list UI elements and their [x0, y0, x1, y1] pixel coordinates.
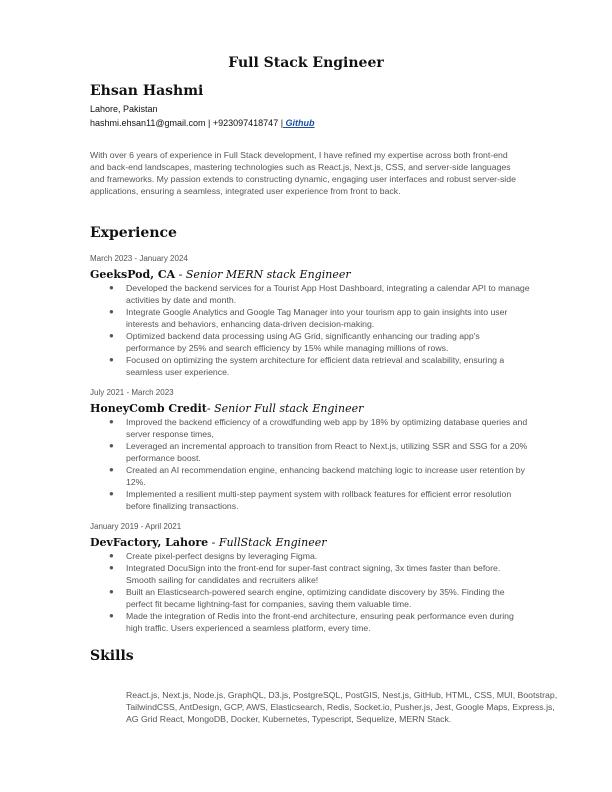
list-item — [109, 488, 530, 512]
github-link[interactable]: Github — [283, 118, 315, 128]
phone: +923097418747 — [212, 118, 279, 128]
job-bullets — [90, 416, 530, 512]
job-role: FullStack Engineer — [218, 536, 327, 549]
email[interactable]: hashmi.ehsan11@gmail.com — [90, 118, 206, 128]
list-item — [109, 416, 530, 440]
job-bullets — [90, 550, 530, 634]
role-separator: - — [206, 402, 215, 415]
bullet-icon: ● — [109, 283, 114, 292]
company-name: DevFactory, Lahore — [90, 536, 209, 549]
summary: With over 6 years of experience in Full Stack development, I have refined my expertise across both front-end and back-end landscapes, mastering technologies such as React.js, Next.js, CSS, and server-side languages and frameworks. My passion extends to constructing dynamic, engaging user interfaces and robust server-side applications, ensuring a seamless, integrated user experience from front to back. — [90, 150, 516, 196]
job-dates: March 2023 - January 2024 — [90, 254, 188, 263]
bullet-icon: ● — [109, 563, 114, 572]
contact-separator: | — [278, 118, 284, 128]
list-item — [109, 330, 530, 354]
job-role: Senior MERN stack Engineer — [185, 268, 351, 281]
location: Lahore, Pakistan — [90, 104, 158, 114]
bullet-icon: ● — [109, 551, 114, 560]
bullet-text: Focused on optimizing the system architecture for efficient data retrieval and scalability, ensuring a seamless user experience. — [126, 355, 505, 377]
company-name: GeeksPod, CA — [90, 268, 176, 281]
job-entry — [90, 386, 530, 512]
job-bullets — [90, 282, 530, 378]
role-separator: - — [208, 536, 219, 549]
list-item — [109, 586, 530, 610]
list-item — [109, 354, 530, 378]
contact-line — [90, 118, 315, 128]
skills-heading: Skills — [90, 648, 134, 664]
job-dates: January 2019 - April 2021 — [90, 522, 182, 531]
bullet-icon: ● — [109, 417, 114, 426]
role-separator: - — [175, 268, 186, 281]
bullet-text: Create pixel-perfect designs by leveraging Figma. — [126, 551, 318, 561]
bullet-icon: ● — [109, 355, 114, 364]
list-item — [109, 306, 530, 330]
bullet-icon: ● — [109, 611, 114, 620]
list-item — [109, 562, 530, 586]
bullet-icon: ● — [109, 587, 114, 596]
bullet-text: Integrated DocuSign into the front-end for super-fast contract signing, 3x times faster than before. Smooth sailing for candidates and recruiters alike! — [126, 563, 501, 585]
bullet-text: Integrate Google Analytics and Google Tag Manager into your tourism app to gain insights into user interests and behaviors, enhancing data-driven decision-making. — [126, 307, 508, 329]
skills-list: React.js, Next.js, Node.js, GraphQL, D3.js, PostgreSQL, PostGIS, Nest.js, GitHub, HTML, CSS, MUI, Bootstrap, TailwindCSS, AntDesign, GCP, AWS, Elasticsearch, Redis, Socket.io, Pusher.js, Jest, Google Maps, Express.js, AG Grid React, MongoDB, Docker, Kubernetes, Typescript, Sequelize, MERN Stack. — [126, 690, 558, 724]
job-header — [90, 402, 530, 416]
bullet-icon: ● — [109, 331, 114, 340]
experience-heading: Experience — [90, 225, 177, 241]
bullet-icon: ● — [109, 441, 114, 450]
job-entry — [90, 520, 530, 634]
list-item — [109, 610, 530, 634]
list-item — [109, 550, 530, 562]
job-entry — [90, 252, 530, 378]
bullet-icon: ● — [109, 465, 114, 474]
bullet-text: Optimized backend data processing using AG Grid, significantly enhancing our trading app's performance by 25% and search efficiency by 15% while managing millions of rows. — [126, 331, 480, 353]
list-item — [109, 440, 530, 464]
page-title: Full Stack Engineer — [228, 55, 384, 71]
list-item — [109, 464, 530, 488]
candidate-name: Ehsan Hashmi — [90, 83, 204, 99]
contact-separator: | — [205, 118, 213, 128]
bullet-text: Made the integration of Redis into the front-end architecture, ensuring peak performance even during high traffic. Users experienced a seamless platform, every time. — [126, 611, 514, 633]
list-item — [109, 282, 530, 306]
bullet-text: Improved the backend efficiency of a crowdfunding web app by 18% by optimizing database queries and server response times, — [126, 417, 528, 439]
job-header — [90, 268, 530, 282]
bullet-text: Created an AI recommendation engine, enhancing backend matching logic to increase user retention by 12%. — [126, 465, 525, 487]
company-name: HoneyComb Credit — [90, 402, 207, 415]
bullet-text: Built an Elasticsearch-powered search engine, optimizing candidate discovery by 35%. Finding the perfect fit became lightning-fast for companies, saving them valuable time. — [126, 587, 505, 609]
bullet-icon: ● — [109, 489, 114, 498]
job-header — [90, 536, 530, 550]
bullet-icon: ● — [109, 307, 114, 316]
job-dates: July 2021 - March 2023 — [90, 388, 174, 397]
job-role: Senior Full stack Engineer — [214, 402, 364, 415]
bullet-text: Leveraged an incremental approach to transition from React to Next.js, utilizing SSR and SSG for a 20% performance boost. — [126, 441, 528, 463]
bullet-text: Developed the backend services for a Tourist App Host Dashboard, integrating a calendar API to manage activities by date and month. — [126, 283, 530, 305]
bullet-text: Implemented a resilient multi-step payment system with rollback features for efficient error resolution before finalizing transactions. — [126, 489, 512, 511]
